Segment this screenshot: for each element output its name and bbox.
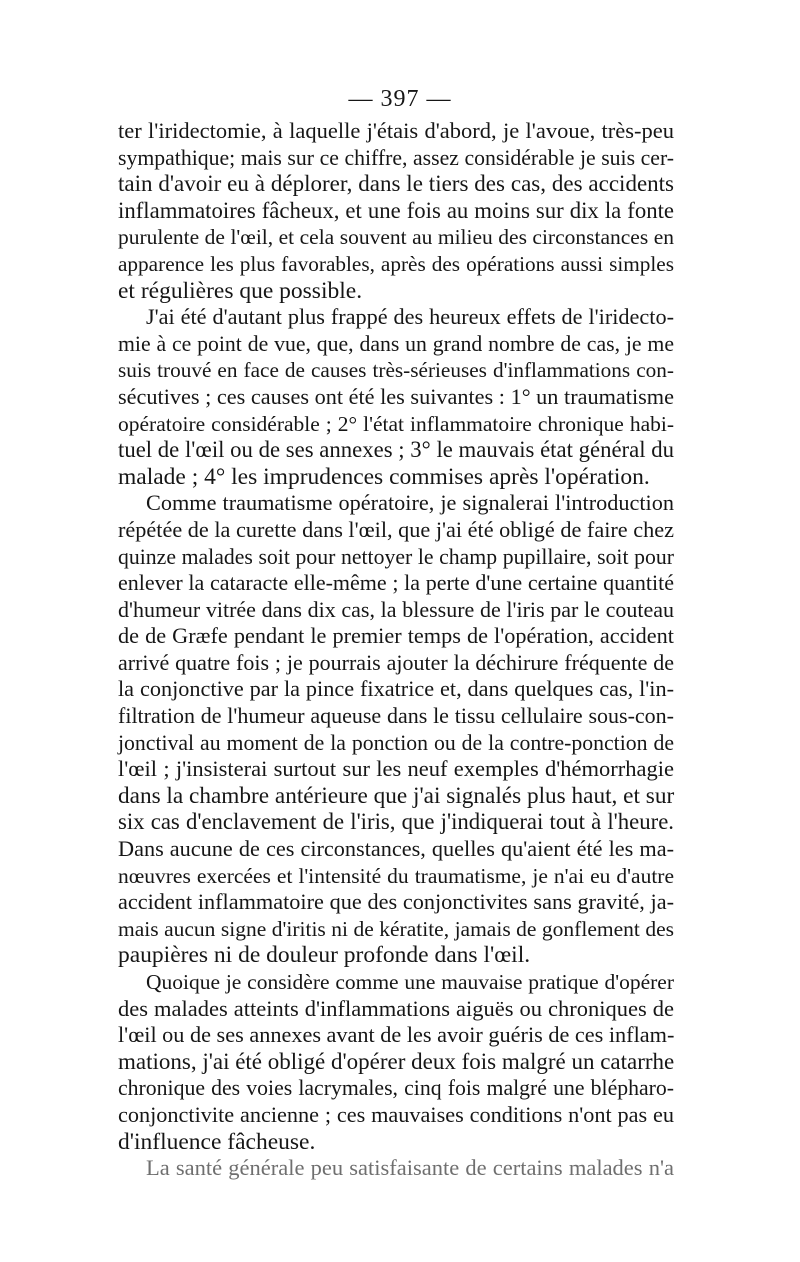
text-line: jonctival au moment de la ponction ou de la contre-ponction de [118,730,674,755]
text-line: ter l'iridectomie, à laquelle j'étais d'abord, je l'avoue, très-peu [118,118,674,143]
text-line: enlever la cataracte elle-même ; la perte d'une certaine quantité [118,570,674,596]
text-line: d'influence fâcheuse. [118,1128,316,1155]
text-line: l'œil ou de ses annexes avant de les avoir guéris de ces inflam- [118,1022,675,1048]
text-line: J'ai été d'autant plus frappé des heureux effets de l'iridecto- [146,304,674,330]
text-line: la conjonctive par la pince fixatrice et, dans quelques cas, l'in- [118,676,674,702]
text-line: Comme traumatisme opératoire, je signalerai l'introduction [146,490,674,516]
text-line: La santé générale peu satisfaisante de certains malades n'a [146,1155,674,1181]
text-line: sécutives ; ces causes ont été les suivantes : 1° un traumatisme [118,383,674,409]
text-line: accident inflammatoire que des conjonctivites sans gravité, ja- [118,889,674,915]
text-line: mations, j'ai été obligé d'opérer deux fois malgré un catarrhe [118,1048,675,1074]
text-line: mais aucun signe d'iritis ni de kératite, jamais de gonflement des [118,916,674,941]
text-line: inflammatoires fâcheux, et une fois au moins sur dix la fonte [118,197,674,223]
text-line: dans la chambre antérieure que j'ai signalés plus haut, et sur [118,782,675,809]
text-line: tuel de l'œil ou de ses annexes ; 3° le mauvais état général du [118,437,674,463]
text-line: purulente de l'œil, et cela souvent au milieu des circonstances en [118,225,674,250]
page-number: — 397 — [348,86,452,112]
text-line: sympathique; mais sur ce chiffre, assez considérable je suis cer- [118,145,674,170]
text-line: paupières ni de douleur profonde dans l'œil. [118,942,531,969]
text-line: chronique des voies lacrymales, cinq fois malgré une blépharo- [118,1076,674,1101]
text-line: d'humeur vitrée dans dix cas, la blessure de l'iris par le couteau [118,596,674,622]
text-line: filtration de l'humeur aqueuse dans le tissu cellulaire sous-con- [118,703,674,729]
text-line: arrivé quatre fois ; je pourrais ajouter la déchirure fréquente de [118,649,674,675]
text-line: et régulières que possible. [118,277,363,304]
text-line: quinze malades soit pour nettoyer le champ pupillaire, soit pour [118,544,674,569]
text-line: Dans aucune de ces circonstances, quelles qu'aient été les ma- [118,836,674,862]
text-line: répétée de la curette dans l'œil, que j'ai été obligé de faire chez [118,516,674,542]
text-line: Quoique je considère comme une mauvaise pratique d'opérer [146,970,674,994]
text-line: malade ; 4° les imprudences commises après l'opération. [118,463,650,490]
text-line: nœuvres exercées et l'intensité du traumatisme, je n'ai eu d'autre [118,863,674,888]
text-line: des malades atteints d'inflammations aiguës ou chroniques de [118,995,674,1021]
text-line: l'œil ; j'insisterai surtout sur les neuf exemples d'hémorrhagie [118,756,674,782]
text-line: six cas d'enclavement de l'iris, que j'indiquerai tout à l'heure. [118,809,674,835]
text-line: de de Græfe pendant le premier temps de l'opération, accident [118,623,674,649]
text-line: mie à ce point de vue, que, dans un grand nombre de cas, je me [118,331,674,356]
text-line: suis trouvé en face de causes très-sérieuses d'inflammations con- [118,358,674,383]
body-text [118,118,674,1182]
text-line: opératoire considérable ; 2° l'état inflammatoire chronique habi- [118,411,674,436]
text-line: tain d'avoir eu à déplorer, dans le tiers des cas, des accidents [118,171,674,197]
text-line: apparence les plus favorables, après des opérations aussi simples [118,251,674,276]
text-line: conjonctivite ancienne ; ces mauvaises conditions n'ont pas eu [118,1101,674,1127]
